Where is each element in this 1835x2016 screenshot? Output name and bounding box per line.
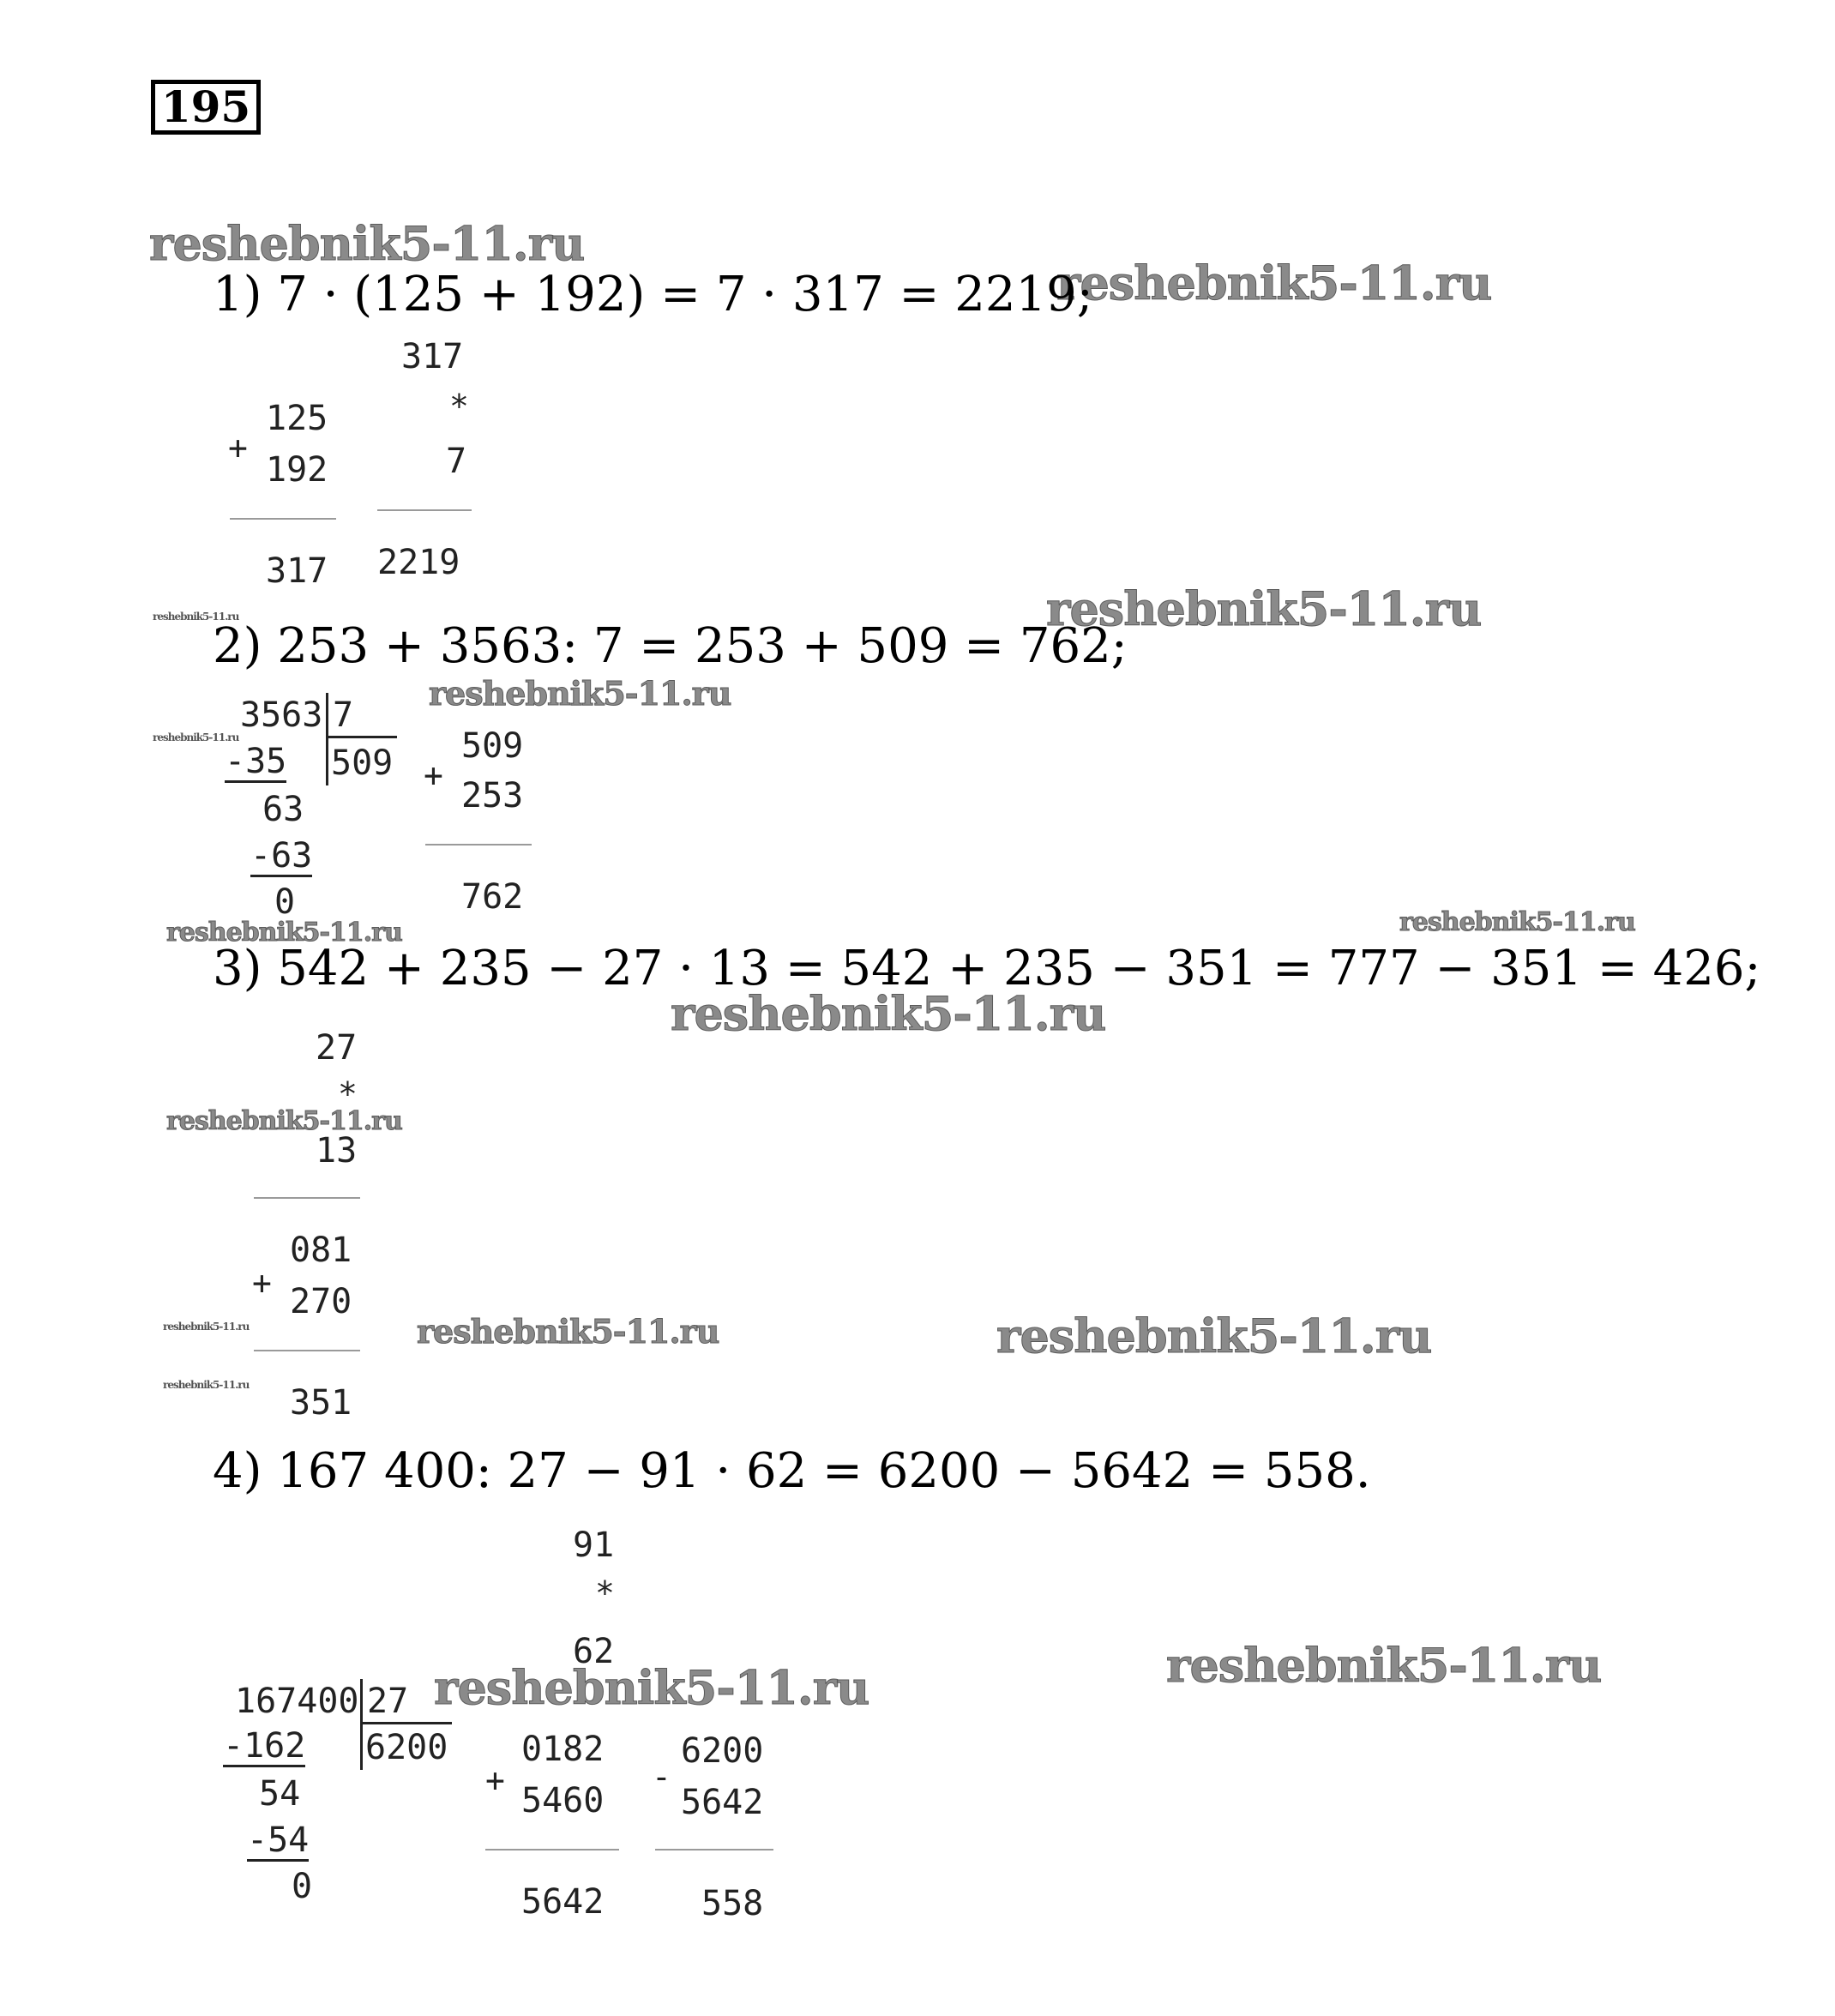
partial-product-1: 0182 (521, 1730, 605, 1769)
multiply-sign: * (595, 1574, 615, 1612)
multiply-sign: * (449, 388, 469, 425)
plus-sign: + (424, 756, 443, 794)
plus-sign: + (485, 1761, 505, 1799)
equation-2: 2) 253 + 3563: 7 = 253 + 509 = 762; (213, 618, 1128, 674)
product-line (377, 509, 472, 511)
factor-a: 27 (316, 1028, 358, 1068)
difference-line (655, 1849, 773, 1851)
division-bar (360, 1679, 363, 1770)
watermark: reshebnik5-11.ru (166, 1106, 402, 1136)
watermark: reshebnik5-11.ru (429, 674, 731, 713)
dividend: 3563 (240, 695, 323, 735)
product-result: 351 (290, 1383, 352, 1423)
divisor-line (363, 1722, 452, 1724)
addend-a: 125 (266, 399, 328, 438)
equation-4: 4) 167 400: 27 − 91 · 62 = 6200 − 5642 = 558. (213, 1443, 1371, 1499)
addend-a: 509 (461, 726, 524, 766)
product-result: 2219 (377, 543, 460, 582)
divisor-line (328, 736, 397, 738)
plus-sign: + (228, 429, 248, 466)
plus-sign: + (252, 1264, 272, 1302)
partial-product-2: 270 (290, 1282, 352, 1321)
addend-b: 192 (266, 450, 328, 490)
watermark: reshebnik5-11.ru (1046, 581, 1482, 636)
sum-line (254, 1350, 360, 1351)
watermark: reshebnik5-11.ru (166, 918, 402, 948)
factor-b: 13 (316, 1131, 358, 1170)
factor-a: 317 (401, 337, 464, 376)
watermark: reshebnik5-11.ru (996, 1309, 1432, 1363)
watermark: reshebnik5-11.ru (153, 611, 239, 623)
sum-line (485, 1849, 619, 1851)
factor-a: 91 (573, 1526, 615, 1565)
difference-result: 558 (701, 1884, 764, 1923)
product-line (254, 1197, 360, 1199)
subtrahend: 5642 (681, 1783, 764, 1822)
watermark: reshebnik5-11.ru (417, 1312, 719, 1351)
quotient: 6200 (365, 1728, 448, 1767)
dividend: 167400 (235, 1682, 359, 1721)
minus-sign: - (652, 1758, 671, 1796)
watermark: reshebnik5-11.ru (434, 1660, 869, 1715)
watermark: reshebnik5-11.ru (1166, 1638, 1602, 1693)
factor-b: 62 (573, 1632, 615, 1671)
watermark: reshebnik5-11.ru (1056, 256, 1492, 310)
quotient: 509 (331, 743, 394, 783)
sum-line (230, 518, 336, 520)
watermark: reshebnik5-11.ru (149, 216, 585, 271)
factor-b: 7 (446, 442, 467, 481)
watermark: reshebnik5-11.ru (153, 731, 239, 743)
sum-line (425, 844, 532, 846)
equation-3: 3) 542 + 235 − 27 · 13 = 542 + 235 − 351 = 777 − 351 = 426; (213, 941, 1761, 996)
subtrahend-1: -35 (225, 742, 287, 781)
equation-1: 1) 7 · (125 + 192) = 7 · 317 = 2219; (213, 267, 1093, 322)
sum-result: 762 (461, 877, 524, 917)
product-result: 5642 (521, 1882, 605, 1922)
partial-product-2: 5460 (521, 1781, 605, 1820)
watermark: reshebnik5-11.ru (163, 1379, 250, 1391)
subtrahend-1: -162 (223, 1726, 306, 1766)
watermark: reshebnik5-11.ru (163, 1321, 250, 1333)
addend-b: 253 (461, 776, 524, 815)
watermark: reshebnik5-11.ru (671, 986, 1106, 1041)
remainder-1: 63 (262, 790, 304, 829)
remainder-2: 0 (274, 882, 296, 922)
division-bar (326, 693, 328, 785)
watermark: reshebnik5-11.ru (1399, 907, 1635, 937)
remainder-1: 54 (259, 1774, 301, 1814)
remainder-2: 0 (292, 1867, 313, 1906)
multiply-sign: * (338, 1075, 358, 1113)
divisor: 7 (333, 695, 354, 735)
sum-result: 317 (266, 551, 328, 591)
task-number: 195 (151, 80, 261, 135)
minuend: 6200 (681, 1731, 764, 1771)
subtrahend-2: -54 (247, 1820, 310, 1860)
divisor: 27 (367, 1682, 409, 1721)
subtrahend-2: -63 (250, 836, 313, 876)
partial-product-1: 081 (290, 1231, 352, 1270)
